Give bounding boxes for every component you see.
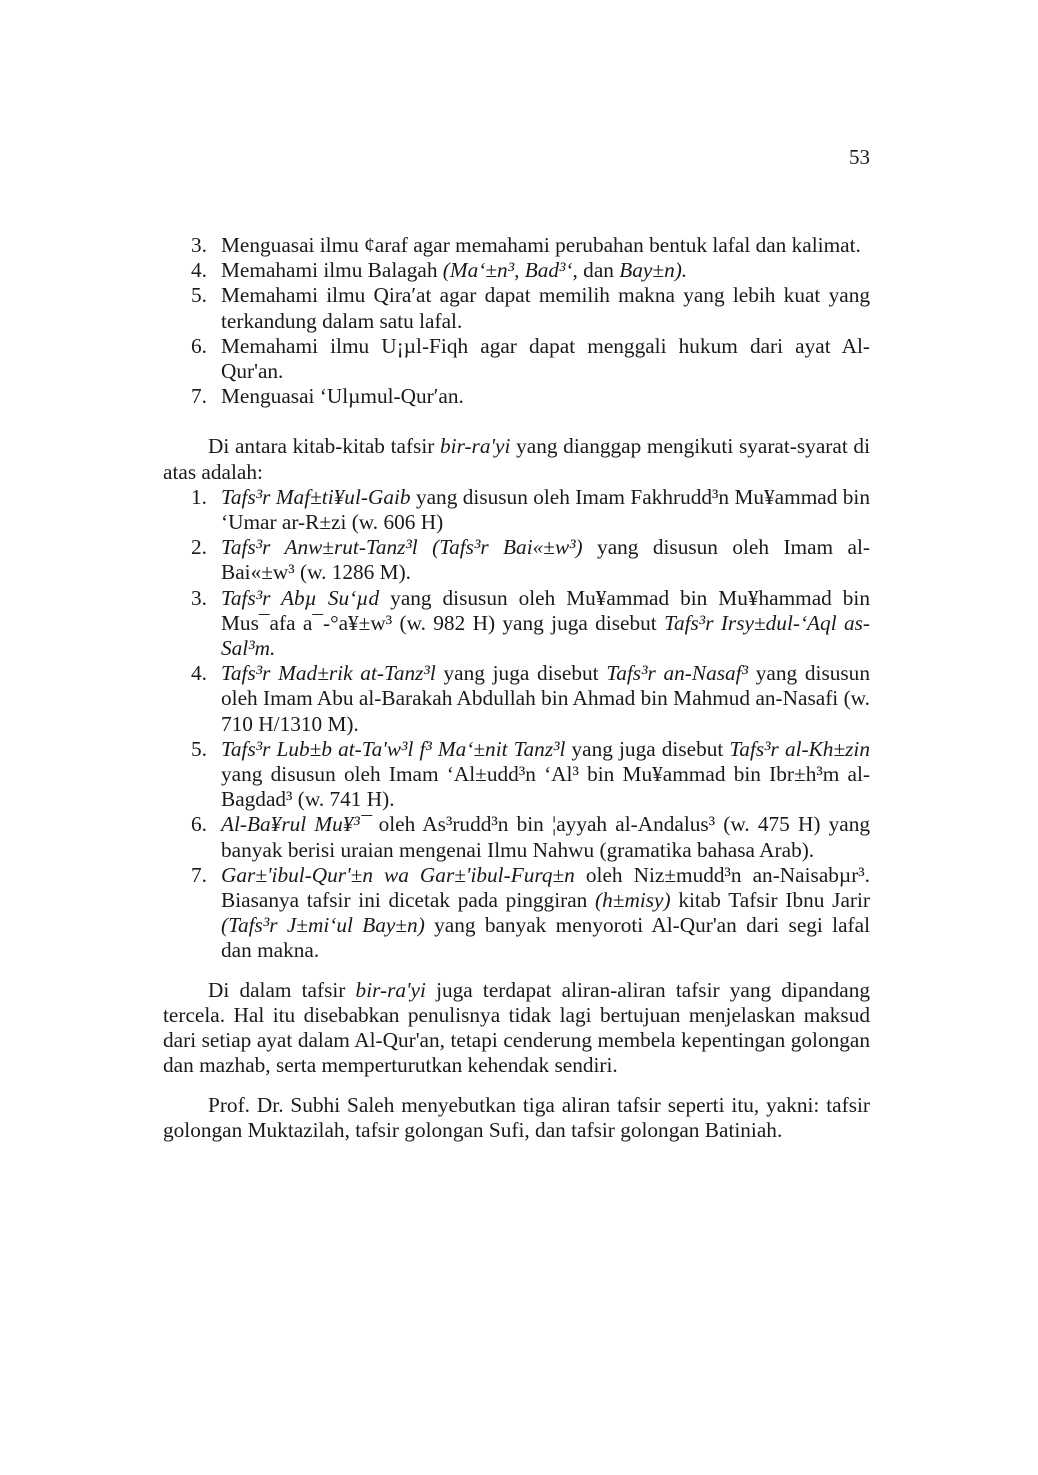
list-item-text: yang disusun oleh Imam ‘Al±udd³n ‘Al³ bin Mu¥ammad bin Ibr±h³m al-Bagdad³ (w. 741 H). [221, 762, 870, 812]
list-item-number: 4. [191, 661, 207, 686]
paragraph-text: yang dianggap mengikuti syarat-syarat di atas adalah: [163, 434, 870, 484]
list-item-number: 7. [191, 862, 207, 887]
requirements-list [163, 233, 870, 409]
list-item-number: 3. [191, 585, 207, 610]
paragraph-text: Di dalam tafsir [208, 977, 356, 1002]
list-item [163, 258, 870, 283]
tafsir-list [163, 485, 870, 964]
list-item-text: yang juga disebut [435, 661, 607, 686]
book-title: Tafs³r Irsy±dul-‘Aql as-Sal³m. [221, 610, 871, 661]
book-title: Tafs³r Mad±rik at-Tanz³l [221, 661, 436, 686]
list-item-text: dan [577, 258, 620, 283]
list-item-number: 2. [191, 535, 207, 560]
book-title: (h±misy) [595, 888, 671, 913]
list-item-number: 5. [191, 736, 207, 761]
list-item [163, 535, 870, 585]
page-number: 53 [849, 145, 870, 169]
paragraph-italic: bir-ra'yi [355, 977, 426, 1002]
list-item-number: 4. [191, 258, 207, 283]
book-title: Tafs³r an-Nasaf³ [606, 661, 748, 686]
book-title: Gar±'ibul-Qur'±n wa Gar±'ibul-Furq±n [221, 862, 575, 887]
paragraph-closing: Prof. Dr. Subhi Saleh menyebutkan tiga aliran tafsir seperti itu, yakni: tafsir golongan Muktazilah, tafsir golongan Sufi, dan tafsir golongan Batiniah. [163, 1092, 870, 1142]
paragraph-text: juga terdapat aliran-aliran tafsir yang dipandang tercela. Hal itu disebabkan penulisnya tidak lagi bertujuan menjelaskan maksud dari setiap ayat dalam Al-Qur'an, tetapi cenderung membela kepentingan golongan dan mazhab, serta memperturutkan kehendak sendiri. [163, 977, 870, 1078]
list-item-text: oleh Niz±mudd³n an-Naisabµr³. Biasanya tafsir ini dicetak pada pinggiran [221, 862, 870, 913]
list-item [163, 863, 870, 964]
list-item-text: Memahami ilmu Balagah [221, 258, 443, 283]
list-item-number: 6. [191, 812, 207, 837]
list-item [163, 334, 870, 384]
list-item [163, 812, 870, 862]
list-item-text: oleh As³rudd³n bin ¦ayyah al-Andalus³ (w. 475 H) yang banyak berisi uraian mengenai Ilmu Nahwu (gramatika bahasa Arab). [221, 812, 871, 862]
list-item-text: yang disusun oleh Imam Abu al-Barakah Abdullah bin Ahmad bin Mahmud an-Nasafi (w. 710 H/1310 M). [221, 661, 870, 736]
list-item-text: Memahami ilmu Qira′at agar dapat memilih makna yang lebih kuat yang terkandung dalam satu lafal. [221, 283, 870, 333]
list-item-number: 3. [191, 233, 207, 257]
list-item [163, 233, 870, 258]
list-item-italic: (Ma‘±n³, Bad³‘, [442, 258, 578, 283]
paragraph-text: Di antara kitab-kitab tafsir [208, 434, 441, 459]
list-item [163, 661, 870, 737]
list-item [163, 283, 870, 333]
list-item-text: yang disusun oleh Imam Fakhrudd³n Mu¥ammad bin ‘Umar ar-R±zi (w. 606 H) [221, 484, 870, 535]
list-item [163, 384, 870, 409]
list-item-text: yang disusun oleh Imam al-Bai«±w³ (w. 1286 M). [221, 535, 870, 585]
book-title: Tafs³r Maf±ti¥ul-Gaib [221, 484, 411, 509]
list-item-text: Menguasai ilmu ¢araf agar memahami perubahan bentuk lafal dan kalimat. [221, 233, 861, 257]
page-body [163, 233, 870, 1143]
list-item [163, 485, 870, 535]
book-title: (Tafs³r J±mi‘ul Bay±n) [221, 913, 425, 938]
paragraph-intro [163, 434, 870, 484]
list-item-text: yang juga disebut [565, 736, 730, 761]
list-item-text: Menguasai ‘Ulµmul-Qur′an. [221, 384, 464, 409]
book-title: Tafs³r Anw±rut-Tanz³l (Tafs³r Bai«±w³) [221, 535, 583, 560]
list-item-number: 6. [191, 333, 207, 358]
book-title: Tafs³r al-Kh±zin [729, 736, 870, 761]
book-title: Al-Ba¥rul Mu¥³¯ [221, 812, 371, 837]
list-item-number: 7. [191, 384, 207, 409]
list-item-text: yang disusun oleh Mu¥ammad bin Mu¥hammad bin Mus¯afa a¯-°a¥±w³ (w. 982 H) yang juga disebut [221, 585, 870, 635]
paragraph-italic: bir-ra'yi [440, 434, 511, 459]
list-item-number: 1. [191, 484, 207, 509]
book-title: Tafs³r Abµ Su‘µd [221, 585, 380, 610]
list-item-italic: Bay±n). [619, 258, 688, 283]
list-item-number: 5. [191, 283, 207, 308]
list-item [163, 737, 870, 813]
book-title: Tafs³r Lub±b at-Ta'w³l f³ Ma‘±nit Tanz³l [221, 736, 566, 761]
list-item-text: Memahami ilmu U¡µl-Fiqh agar dapat menggali hukum dari ayat Al-Qur'an. [221, 333, 870, 384]
list-item-text: kitab Tafsir Ibnu Jarir [670, 888, 870, 913]
list-item [163, 586, 870, 662]
paragraph-critique [163, 978, 870, 1079]
list-item-text: yang banyak menyoroti Al-Qur'an dari segi lafal dan makna. [221, 913, 870, 963]
